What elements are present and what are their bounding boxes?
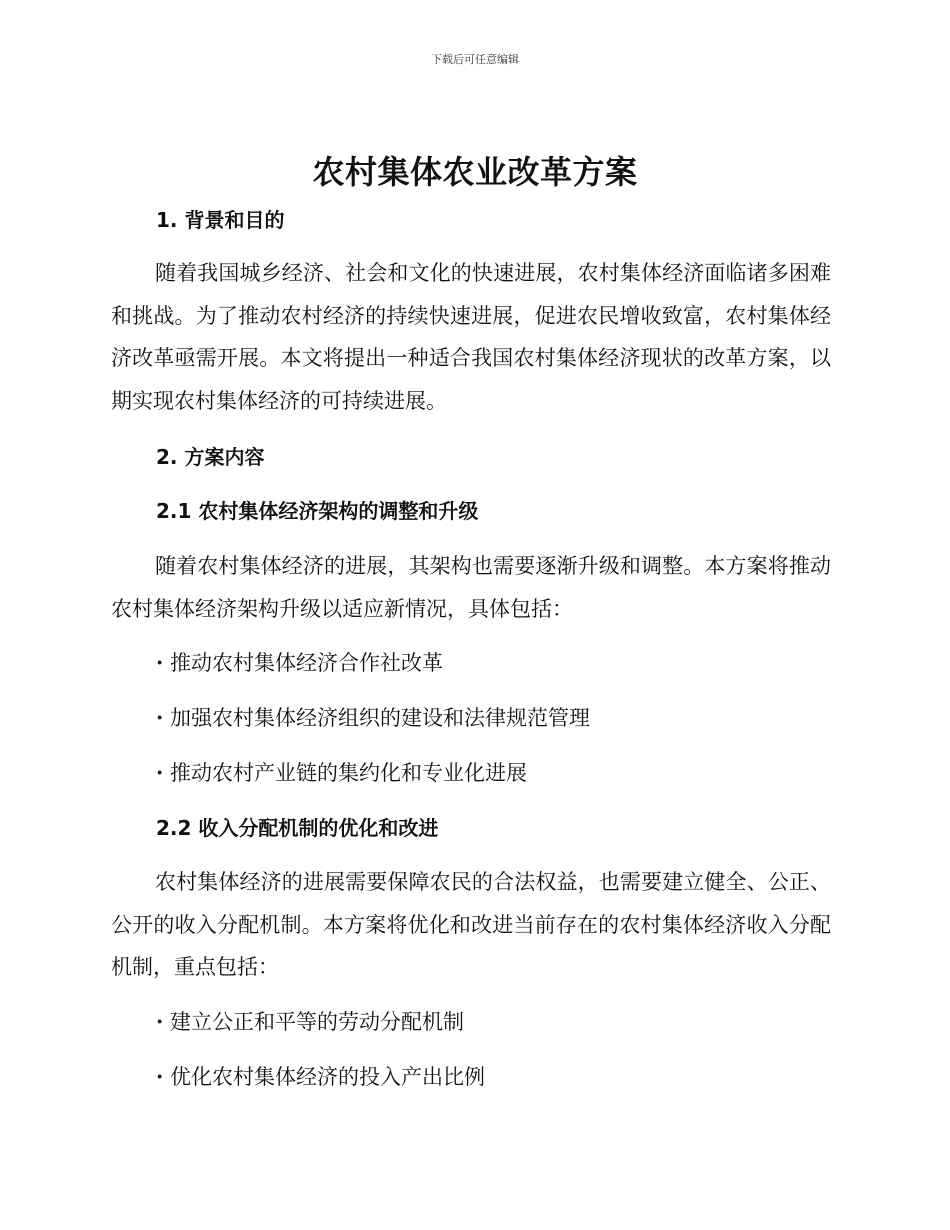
- section-1-paragraph: 随着我国城乡经济、社会和文化的快速进展，农村集体经济面临诸多困难和挑战。为了推动农村经济的持续快速进展，促进农民增收致富，农村集体经济改革亟需开展。本文将提出一种适合我国农村集体经济现状的改革方案，以期实现农村集体经济的可持续进展。: [111, 261, 831, 413]
- bullet-icon: ·: [156, 760, 164, 785]
- section-2-2-paragraph: 农村集体经济的进展需要保障农民的合法权益，也需要建立健全、公正、公开的收入分配机制。本方案将优化和改进当前存在的农村集体经济收入分配机制，重点包括：: [111, 870, 831, 979]
- document-title: 农村集体农业改革方案: [312, 153, 638, 191]
- bullet-icon: ·: [156, 1009, 164, 1034]
- section-2-1-paragraph: 随着农村集体经济的进展，其架构也需要逐渐升级和调整。本方案将推动农村集体经济架构升级以适应新情况，具体包括：: [111, 554, 831, 621]
- list-item: [156, 758, 527, 788]
- section-1-heading: 1. 背景和目的: [156, 208, 285, 232]
- list-item: [156, 648, 443, 678]
- page-header-note: 下载后可任意编辑: [431, 53, 519, 66]
- list-item-text: 建立公正和平等的劳动分配机制: [170, 1010, 464, 1034]
- list-item-text: 推动农村集体经济合作社改革: [170, 651, 443, 675]
- list-item-text: 优化农村集体经济的投入产出比例: [170, 1065, 485, 1089]
- section-2-heading: 2. 方案内容: [156, 445, 265, 469]
- section-2-1-heading: 2.1 农村集体经济架构的调整和升级: [156, 499, 479, 523]
- list-item-text: 加强农村集体经济组织的建设和法律规范管理: [170, 706, 590, 730]
- list-item: [156, 703, 590, 733]
- list-item-text: 推动农村产业链的集约化和专业化进展: [170, 761, 527, 785]
- bullet-icon: ·: [156, 705, 164, 730]
- section-2-2-heading: 2.2 收入分配机制的优化和改进: [156, 816, 439, 840]
- bullet-icon: ·: [156, 1064, 164, 1089]
- list-item: [156, 1007, 464, 1037]
- bullet-icon: ·: [156, 650, 164, 675]
- list-item: [156, 1062, 485, 1092]
